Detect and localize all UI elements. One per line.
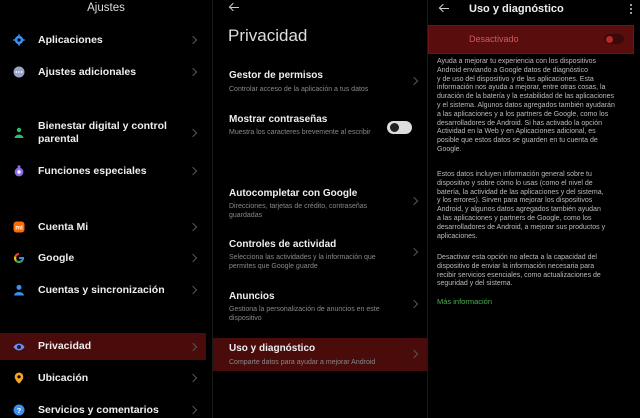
location-pin-icon xyxy=(13,372,25,384)
settings-item-label: Google xyxy=(38,251,75,264)
item-title: Uso y diagnóstico xyxy=(229,343,316,354)
settings-item-cuenta-mi[interactable] xyxy=(0,213,206,241)
settings-title: Ajustes xyxy=(87,2,125,14)
usage-diagnostics-panel xyxy=(428,0,640,418)
chevron-right-icon xyxy=(189,406,197,414)
settings-item-google[interactable] xyxy=(0,244,206,272)
settings-item-label: Aplicaciones xyxy=(38,33,103,46)
more-options-icon[interactable] xyxy=(630,4,633,16)
chevron-right-icon xyxy=(189,223,197,231)
chevron-right-icon xyxy=(410,350,418,358)
privacy-item-controles-actividad[interactable] xyxy=(213,234,427,274)
gear-icon xyxy=(13,34,25,46)
back-arrow-icon[interactable] xyxy=(439,4,448,12)
settings-item-privacidad[interactable] xyxy=(0,333,206,360)
chevron-right-icon xyxy=(189,68,197,76)
privacy-item-mostrar-contrasenas[interactable] xyxy=(213,109,427,149)
toggle-knob xyxy=(390,123,399,132)
item-title: Anuncios xyxy=(229,291,275,302)
chevron-right-icon xyxy=(410,197,418,205)
chevron-right-icon xyxy=(410,300,418,308)
privacy-item-uso-diagnostico[interactable] xyxy=(213,338,427,371)
item-subtitle: Direcciones, tarjetas de crédito, contraseñas guardadas xyxy=(229,203,368,219)
description-paragraph: Ayuda a mejorar tu experiencia con los dispositivos Android enviando a Google datos de diagnóstico y de uso del dispositivo y de las aplicaciones. Esta información nos ayuda a mejorar, entre otras cosas, la duración de la batería y la estabilidad de las aplicaciones y el sistema. Algunos datos agregados también ayudarán a las aplicaciones y a los partners de Google, como los desarrolladores de Android. Si has activado la opción Actividad en la Web y en Aplicaciones adicional, es posible que estos datos se guarden en tu cuenta de Google. xyxy=(437,58,615,153)
chevron-right-icon xyxy=(189,36,197,44)
svg-text:?: ? xyxy=(16,405,22,415)
chevron-right-icon xyxy=(189,342,197,350)
toggle-status-label: Desactivado xyxy=(469,34,519,44)
privacy-item-anuncios[interactable] xyxy=(213,286,427,326)
accounts-icon xyxy=(13,284,25,296)
item-title: Mostrar contraseñas xyxy=(229,114,328,125)
feedback-icon xyxy=(13,404,25,416)
back-arrow-icon[interactable] xyxy=(229,3,238,11)
privacy-item-autocompletar[interactable] xyxy=(213,183,427,223)
privacy-eye-icon xyxy=(13,341,25,353)
page-title: Privacidad xyxy=(228,26,308,45)
chevron-right-icon xyxy=(189,167,197,175)
chevron-right-icon xyxy=(189,374,197,382)
privacy-item-gestor-permisos[interactable] xyxy=(213,64,427,98)
item-subtitle: Muestra los caracteres brevemente al escribir xyxy=(229,129,371,136)
privacy-panel xyxy=(213,0,427,418)
item-subtitle: Controlar acceso de la aplicación a tus datos xyxy=(229,86,369,93)
item-subtitle: Selecciona las actividades y la información que permites que Google guarde xyxy=(229,254,376,270)
chevron-right-icon xyxy=(189,286,197,294)
settings-item-label: Cuentas y sincronización xyxy=(38,283,165,296)
settings-item-servicios-comentarios[interactable] xyxy=(0,396,206,418)
chevron-right-icon xyxy=(189,254,197,262)
wellbeing-icon xyxy=(13,127,25,139)
settings-item-label: Servicios y comentarios xyxy=(38,403,159,416)
chevron-right-icon xyxy=(410,248,418,256)
item-title: Autocompletar con Google xyxy=(229,188,358,199)
chevron-right-icon xyxy=(189,129,197,137)
settings-item-ajustes-adicionales[interactable] xyxy=(0,58,206,86)
settings-item-label: Bienestar digital y control parental xyxy=(38,120,167,145)
chevron-right-icon xyxy=(410,77,418,85)
special-features-icon xyxy=(13,165,25,177)
more-icon xyxy=(13,66,25,78)
google-icon xyxy=(13,252,25,264)
settings-item-aplicaciones[interactable] xyxy=(0,26,206,54)
settings-item-label: Funciones especiales xyxy=(38,164,147,177)
page-title: Uso y diagnóstico xyxy=(469,3,564,15)
item-subtitle: Comparte datos para ayudar a mejorar Android xyxy=(229,359,376,366)
description-paragraph: Estos datos incluyen información general sobre tu dispositivo y sobre cómo lo usas (como el nivel de batería, la actividad de las aplicaciones y del sistema, y los errores). Sirven para mejorar los dispositivos Android, y algunos datos agregados también ayudan a las aplicaciones y partners de Google, como los desarrolladores de Android, a mejorar sus productos y aplicaciones. xyxy=(437,171,606,240)
usage-toggle-row[interactable] xyxy=(428,25,634,54)
description-paragraph: Desactivar esta opción no afecta a la capacidad del dispositivo de enviar la información necesaria para recibir servicios esenciales, como actualizaciones de seguridad y del sistema. xyxy=(437,254,601,288)
settings-item-label: Privacidad xyxy=(38,340,92,352)
settings-item-bienestar-digital[interactable] xyxy=(0,118,206,148)
show-passwords-toggle[interactable] xyxy=(387,121,412,134)
settings-item-label: Ubicación xyxy=(38,371,89,384)
more-info-link[interactable]: Más información xyxy=(437,297,493,306)
settings-item-funciones-especiales[interactable] xyxy=(0,157,206,185)
settings-item-label: Cuenta Mi xyxy=(38,220,89,233)
item-title: Controles de actividad xyxy=(229,239,337,250)
settings-item-cuentas-sincronizacion[interactable] xyxy=(0,276,206,304)
svg-text:mi: mi xyxy=(15,224,23,232)
settings-item-ubicacion[interactable] xyxy=(0,364,206,392)
item-title: Gestor de permisos xyxy=(229,70,323,81)
settings-panel xyxy=(0,0,212,418)
settings-item-label: Ajustes adicionales xyxy=(38,65,137,78)
item-subtitle: Gestiona la personalización de anuncios en este dispositivo xyxy=(229,306,380,322)
usage-diagnostics-toggle[interactable] xyxy=(604,34,624,44)
toggle-knob xyxy=(606,36,613,43)
mi-account-icon xyxy=(13,221,25,233)
